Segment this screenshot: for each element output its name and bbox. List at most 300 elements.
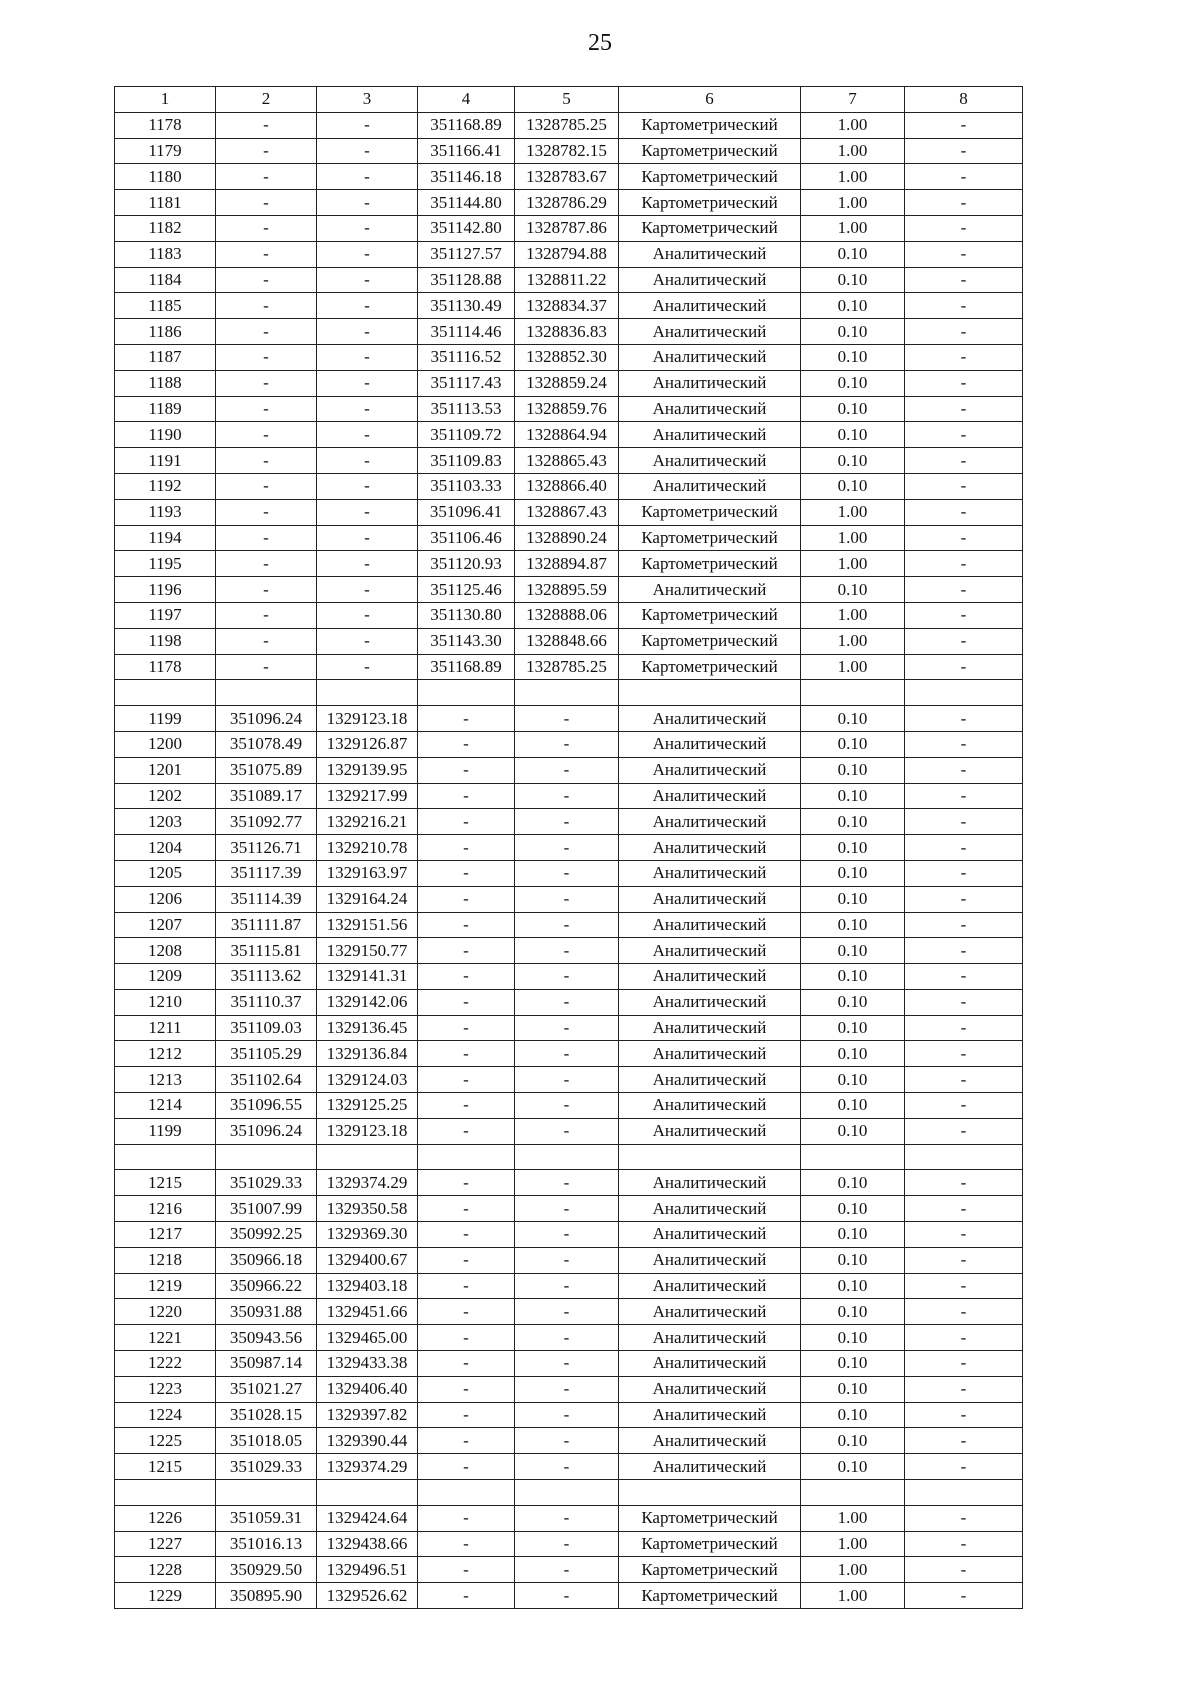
table-cell: - xyxy=(905,1583,1023,1609)
table-cell: - xyxy=(216,370,317,396)
table-cell: - xyxy=(418,1505,515,1531)
table-row xyxy=(115,1428,1023,1454)
table-cell: 1.00 xyxy=(801,1531,905,1557)
table-cell: 0.10 xyxy=(801,473,905,499)
table-cell: 1329139.95 xyxy=(317,757,418,783)
table-cell: 1329397.82 xyxy=(317,1402,418,1428)
table-row xyxy=(115,1170,1023,1196)
table-cell: 1200 xyxy=(115,731,216,757)
table-cell: 1328794.88 xyxy=(515,241,619,267)
table-cell: Картометрический xyxy=(619,1531,801,1557)
table-cell: 1178 xyxy=(115,654,216,680)
table-cell: - xyxy=(515,809,619,835)
table-cell: Картометрический xyxy=(619,1557,801,1583)
table-cell: 351106.46 xyxy=(418,525,515,551)
table-cell: - xyxy=(418,1118,515,1144)
table-cell: Аналитический xyxy=(619,448,801,474)
table-cell: Картометрический xyxy=(619,215,801,241)
table-row xyxy=(115,731,1023,757)
table-cell: 1186 xyxy=(115,319,216,345)
table-cell: - xyxy=(317,525,418,551)
table-cell: 1328783.67 xyxy=(515,164,619,190)
table-cell: Аналитический xyxy=(619,783,801,809)
table-cell: 1.00 xyxy=(801,190,905,216)
table-row xyxy=(115,422,1023,448)
table-cell: - xyxy=(418,1583,515,1609)
table-cell: 351130.49 xyxy=(418,293,515,319)
table-cell: - xyxy=(317,215,418,241)
table-cell: 1329350.58 xyxy=(317,1196,418,1222)
table-cell: - xyxy=(515,1557,619,1583)
table-cell: 1328895.59 xyxy=(515,577,619,603)
table-cell: 0.10 xyxy=(801,1402,905,1428)
table-cell: 1329390.44 xyxy=(317,1428,418,1454)
table-cell: - xyxy=(515,938,619,964)
table-cell: - xyxy=(418,1170,515,1196)
table-cell: 0.10 xyxy=(801,448,905,474)
table-row xyxy=(115,525,1023,551)
table-cell: 0.10 xyxy=(801,731,905,757)
table-cell: 1329141.31 xyxy=(317,964,418,990)
table-cell: - xyxy=(905,731,1023,757)
table-cell: 1182 xyxy=(115,215,216,241)
table-cell: - xyxy=(317,241,418,267)
table-cell: 0.10 xyxy=(801,1222,905,1248)
table-cell: - xyxy=(317,164,418,190)
table-cell: 1227 xyxy=(115,1531,216,1557)
table-cell: Аналитический xyxy=(619,319,801,345)
table-cell: - xyxy=(515,1376,619,1402)
table-cell: Аналитический xyxy=(619,938,801,964)
table-row xyxy=(115,989,1023,1015)
table-cell: Аналитический xyxy=(619,731,801,757)
table-cell: - xyxy=(515,1454,619,1480)
empty-cell xyxy=(801,1144,905,1170)
table-cell: 1203 xyxy=(115,809,216,835)
table-cell: 0.10 xyxy=(801,964,905,990)
table-cell: 0.10 xyxy=(801,1376,905,1402)
table-cell: 1.00 xyxy=(801,499,905,525)
table-cell: Картометрический xyxy=(619,112,801,138)
table-cell: 0.10 xyxy=(801,396,905,422)
table-row xyxy=(115,448,1023,474)
table-cell: - xyxy=(317,473,418,499)
table-cell: - xyxy=(905,835,1023,861)
table-row xyxy=(115,215,1023,241)
table-row xyxy=(115,860,1023,886)
table-cell: - xyxy=(216,602,317,628)
table-cell: Картометрический xyxy=(619,654,801,680)
table-cell: 1219 xyxy=(115,1273,216,1299)
table-cell: - xyxy=(317,112,418,138)
table-row xyxy=(115,1531,1023,1557)
table-cell: - xyxy=(905,215,1023,241)
table-row xyxy=(115,938,1023,964)
table-cell: - xyxy=(905,706,1023,732)
table-cell: 351120.93 xyxy=(418,551,515,577)
table-row xyxy=(115,499,1023,525)
empty-cell xyxy=(619,680,801,706)
table-row xyxy=(115,602,1023,628)
table-cell: 1328852.30 xyxy=(515,344,619,370)
table-cell: 1329151.56 xyxy=(317,912,418,938)
table-cell: - xyxy=(905,422,1023,448)
table-cell: Аналитический xyxy=(619,1093,801,1119)
table-cell: - xyxy=(216,319,317,345)
table-cell: - xyxy=(317,396,418,422)
table-cell: - xyxy=(905,164,1023,190)
table-cell: - xyxy=(905,1170,1023,1196)
table-cell: 350966.18 xyxy=(216,1247,317,1273)
table-cell: 351109.72 xyxy=(418,422,515,448)
table-cell: 1222 xyxy=(115,1351,216,1377)
table-cell: - xyxy=(418,964,515,990)
table-cell: - xyxy=(418,1299,515,1325)
table-row xyxy=(115,809,1023,835)
column-header: 3 xyxy=(317,87,418,113)
table-cell: - xyxy=(905,757,1023,783)
table-cell: 1.00 xyxy=(801,525,905,551)
table-cell: 1.00 xyxy=(801,164,905,190)
table-cell: 1179 xyxy=(115,138,216,164)
table-cell: Аналитический xyxy=(619,964,801,990)
table-cell: - xyxy=(515,757,619,783)
table-cell: 1191 xyxy=(115,448,216,474)
table-cell: 1328836.83 xyxy=(515,319,619,345)
table-cell: - xyxy=(317,344,418,370)
table-cell: - xyxy=(418,1041,515,1067)
table-cell: 0.10 xyxy=(801,706,905,732)
table-row xyxy=(115,654,1023,680)
table-cell: 351109.03 xyxy=(216,1015,317,1041)
table-cell: Аналитический xyxy=(619,1222,801,1248)
table-cell: 351029.33 xyxy=(216,1170,317,1196)
table-cell: 351109.83 xyxy=(418,448,515,474)
table-cell: - xyxy=(905,448,1023,474)
table-cell: - xyxy=(905,783,1023,809)
table-row xyxy=(115,1118,1023,1144)
table-cell: 0.10 xyxy=(801,344,905,370)
table-cell: Аналитический xyxy=(619,886,801,912)
table-cell: - xyxy=(905,938,1023,964)
table-cell: - xyxy=(317,190,418,216)
table-cell: - xyxy=(515,783,619,809)
table-cell: 1.00 xyxy=(801,138,905,164)
table-cell: 351126.71 xyxy=(216,835,317,861)
table-separator-row xyxy=(115,1144,1023,1170)
table-cell: Аналитический xyxy=(619,706,801,732)
table-cell: 351007.99 xyxy=(216,1196,317,1222)
table-cell: 1190 xyxy=(115,422,216,448)
table-cell: - xyxy=(418,706,515,732)
empty-cell xyxy=(216,1480,317,1506)
table-cell: 1198 xyxy=(115,628,216,654)
table-cell: 351168.89 xyxy=(418,654,515,680)
table-row xyxy=(115,1093,1023,1119)
table-cell: - xyxy=(905,809,1023,835)
table-cell: - xyxy=(905,319,1023,345)
table-cell: - xyxy=(317,551,418,577)
table-cell: 0.10 xyxy=(801,1196,905,1222)
table-row xyxy=(115,473,1023,499)
table-cell: 0.10 xyxy=(801,1015,905,1041)
table-row xyxy=(115,1273,1023,1299)
table-cell: 1228 xyxy=(115,1557,216,1583)
table-cell: Аналитический xyxy=(619,1299,801,1325)
empty-cell xyxy=(115,1480,216,1506)
table-cell: - xyxy=(905,1118,1023,1144)
table-cell: 0.10 xyxy=(801,422,905,448)
table-cell: - xyxy=(515,1196,619,1222)
table-cell: 1208 xyxy=(115,938,216,964)
table-cell: - xyxy=(216,344,317,370)
table-cell: - xyxy=(905,1428,1023,1454)
table-cell: 1212 xyxy=(115,1041,216,1067)
table-cell: 1.00 xyxy=(801,1557,905,1583)
table-cell: 1221 xyxy=(115,1325,216,1351)
table-cell: 0.10 xyxy=(801,319,905,345)
table-cell: - xyxy=(515,1093,619,1119)
table-cell: - xyxy=(905,473,1023,499)
table-cell: - xyxy=(418,1325,515,1351)
table-cell: 1210 xyxy=(115,989,216,1015)
table-cell: 1328888.06 xyxy=(515,602,619,628)
empty-cell xyxy=(418,1144,515,1170)
table-cell: Картометрический xyxy=(619,551,801,577)
table-cell: Аналитический xyxy=(619,1428,801,1454)
empty-cell xyxy=(515,1480,619,1506)
table-cell: - xyxy=(317,319,418,345)
table-cell: 1194 xyxy=(115,525,216,551)
table-cell: - xyxy=(905,344,1023,370)
table-cell: 1202 xyxy=(115,783,216,809)
table-cell: 0.10 xyxy=(801,783,905,809)
column-header: 6 xyxy=(619,87,801,113)
table-row xyxy=(115,138,1023,164)
table-cell: 1209 xyxy=(115,964,216,990)
table-cell: 1207 xyxy=(115,912,216,938)
table-cell: 1329400.67 xyxy=(317,1247,418,1273)
table-cell: 1329142.06 xyxy=(317,989,418,1015)
table-row xyxy=(115,1557,1023,1583)
table-cell: 1328811.22 xyxy=(515,267,619,293)
table-cell: Аналитический xyxy=(619,577,801,603)
table-cell: 350943.56 xyxy=(216,1325,317,1351)
table-cell: 1329123.18 xyxy=(317,1118,418,1144)
table-cell: 1329526.62 xyxy=(317,1583,418,1609)
table-cell: Картометрический xyxy=(619,190,801,216)
table-cell: - xyxy=(216,422,317,448)
table-cell: 1328787.86 xyxy=(515,215,619,241)
table-cell: - xyxy=(515,1273,619,1299)
table-cell: - xyxy=(905,1505,1023,1531)
table-cell: 1226 xyxy=(115,1505,216,1531)
table-cell: Аналитический xyxy=(619,1067,801,1093)
table-cell: - xyxy=(905,654,1023,680)
table-cell: - xyxy=(216,577,317,603)
table-cell: - xyxy=(317,602,418,628)
table-cell: - xyxy=(905,267,1023,293)
table-cell: 0.10 xyxy=(801,1118,905,1144)
table-cell: - xyxy=(515,1351,619,1377)
table-cell: - xyxy=(515,1222,619,1248)
table-cell: - xyxy=(515,912,619,938)
table-cell: 1201 xyxy=(115,757,216,783)
table-cell: 1184 xyxy=(115,267,216,293)
table-cell: - xyxy=(905,628,1023,654)
table-cell: 1329163.97 xyxy=(317,860,418,886)
table-cell: 351059.31 xyxy=(216,1505,317,1531)
table-cell: 1229 xyxy=(115,1583,216,1609)
table-cell: Картометрический xyxy=(619,499,801,525)
table-cell: 350966.22 xyxy=(216,1273,317,1299)
table-cell: 1328848.66 xyxy=(515,628,619,654)
table-cell: 1329451.66 xyxy=(317,1299,418,1325)
page-number: 25 xyxy=(588,30,612,56)
table-cell: 1215 xyxy=(115,1454,216,1480)
table-cell: - xyxy=(905,1093,1023,1119)
table-cell: - xyxy=(905,1041,1023,1067)
table-cell: - xyxy=(216,525,317,551)
table-cell: 1204 xyxy=(115,835,216,861)
table-cell: - xyxy=(905,886,1023,912)
table-cell: Аналитический xyxy=(619,860,801,886)
table-cell: 1328859.76 xyxy=(515,396,619,422)
table-cell: Аналитический xyxy=(619,1247,801,1273)
table-cell: 351096.24 xyxy=(216,1118,317,1144)
table-cell: - xyxy=(317,293,418,319)
table-cell: 1.00 xyxy=(801,628,905,654)
table-cell: 0.10 xyxy=(801,1299,905,1325)
table-cell: 1.00 xyxy=(801,1505,905,1531)
table-cell: 1328859.24 xyxy=(515,370,619,396)
table-cell: - xyxy=(317,422,418,448)
table-cell: 1.00 xyxy=(801,551,905,577)
table-cell: - xyxy=(418,835,515,861)
table-cell: - xyxy=(905,293,1023,319)
table-cell: 351166.41 xyxy=(418,138,515,164)
table-cell: 1328785.25 xyxy=(515,112,619,138)
table-cell: Картометрический xyxy=(619,1505,801,1531)
table-cell: 0.10 xyxy=(801,1454,905,1480)
table-row xyxy=(115,190,1023,216)
table-cell: Картометрический xyxy=(619,628,801,654)
table-cell: 351096.24 xyxy=(216,706,317,732)
table-cell: 1217 xyxy=(115,1222,216,1248)
empty-cell xyxy=(515,680,619,706)
table-cell: - xyxy=(216,654,317,680)
table-cell: - xyxy=(418,1557,515,1583)
table-cell: - xyxy=(418,912,515,938)
table-cell: 1328785.25 xyxy=(515,654,619,680)
table-cell: 1329136.45 xyxy=(317,1015,418,1041)
table-cell: - xyxy=(418,1273,515,1299)
table-cell: 351146.18 xyxy=(418,164,515,190)
table-row xyxy=(115,1247,1023,1273)
table-cell: 1178 xyxy=(115,112,216,138)
table-cell: 351096.55 xyxy=(216,1093,317,1119)
table-cell: 1329216.21 xyxy=(317,809,418,835)
table-cell: 351113.62 xyxy=(216,964,317,990)
table-cell: 1329438.66 xyxy=(317,1531,418,1557)
table-cell: - xyxy=(216,241,317,267)
table-cell: 1328786.29 xyxy=(515,190,619,216)
table-cell: Картометрический xyxy=(619,138,801,164)
table-cell: - xyxy=(418,1093,515,1119)
table-cell: 1223 xyxy=(115,1376,216,1402)
table-cell: - xyxy=(418,1247,515,1273)
table-cell: 1195 xyxy=(115,551,216,577)
table-cell: 351114.46 xyxy=(418,319,515,345)
table-cell: - xyxy=(317,448,418,474)
table-cell: 1218 xyxy=(115,1247,216,1273)
table-row xyxy=(115,706,1023,732)
empty-cell xyxy=(515,1144,619,1170)
empty-cell xyxy=(317,1144,418,1170)
table-cell: Аналитический xyxy=(619,1325,801,1351)
table-cell: 1216 xyxy=(115,1196,216,1222)
table-cell: 1329465.00 xyxy=(317,1325,418,1351)
table-cell: 1329406.40 xyxy=(317,1376,418,1402)
table-row xyxy=(115,577,1023,603)
table-cell: - xyxy=(418,1351,515,1377)
table-cell: - xyxy=(905,602,1023,628)
coordinates-table xyxy=(114,86,1023,1609)
table-cell: 1329124.03 xyxy=(317,1067,418,1093)
table-cell: - xyxy=(905,577,1023,603)
table-cell: 1328894.87 xyxy=(515,551,619,577)
table-cell: Аналитический xyxy=(619,370,801,396)
table-cell: 1224 xyxy=(115,1402,216,1428)
empty-cell xyxy=(317,680,418,706)
table-cell: - xyxy=(905,525,1023,551)
table-cell: 351130.80 xyxy=(418,602,515,628)
empty-cell xyxy=(216,1144,317,1170)
table-cell: 0.10 xyxy=(801,860,905,886)
table-cell: 350895.90 xyxy=(216,1583,317,1609)
table-cell: - xyxy=(317,267,418,293)
table-cell: - xyxy=(418,809,515,835)
table-row xyxy=(115,1402,1023,1428)
table-row xyxy=(115,1067,1023,1093)
table-cell: 351144.80 xyxy=(418,190,515,216)
table-cell: 0.10 xyxy=(801,938,905,964)
table-row xyxy=(115,783,1023,809)
table-cell: - xyxy=(905,964,1023,990)
table-cell: 0.10 xyxy=(801,267,905,293)
table-cell: - xyxy=(418,1402,515,1428)
table-cell: 1.00 xyxy=(801,654,905,680)
table-row xyxy=(115,1041,1023,1067)
table-cell: Аналитический xyxy=(619,422,801,448)
table-cell: - xyxy=(515,1325,619,1351)
table-cell: 351102.64 xyxy=(216,1067,317,1093)
table-cell: - xyxy=(317,577,418,603)
table-cell: - xyxy=(515,1505,619,1531)
table-cell: 1181 xyxy=(115,190,216,216)
table-cell: Аналитический xyxy=(619,1454,801,1480)
table-cell: - xyxy=(418,1376,515,1402)
table-cell: 0.10 xyxy=(801,241,905,267)
table-row xyxy=(115,1454,1023,1480)
empty-cell xyxy=(115,1144,216,1170)
table-separator-row xyxy=(115,680,1023,706)
table-cell: Аналитический xyxy=(619,1351,801,1377)
table-cell: 351078.49 xyxy=(216,731,317,757)
table-row xyxy=(115,912,1023,938)
table-cell: - xyxy=(418,989,515,1015)
table-cell: - xyxy=(418,886,515,912)
